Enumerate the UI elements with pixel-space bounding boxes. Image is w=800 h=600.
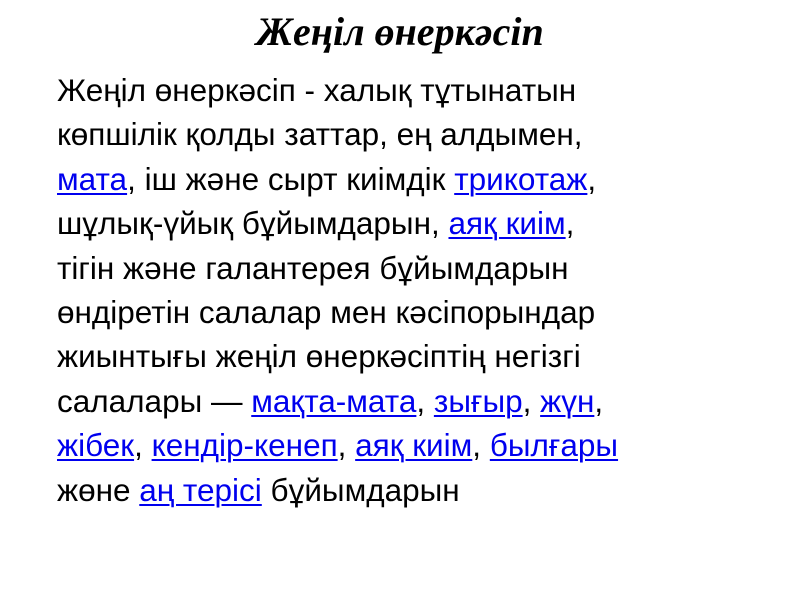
link-zhun[interactable]: жүн	[540, 382, 595, 419]
text-segment: шұлық-үйық бұйымдарын,	[57, 205, 449, 242]
text-line-9	[57, 423, 792, 467]
text-segment: Жеңіл өнеркәсіп - халық тұтынатын	[57, 72, 577, 108]
text-segment: ,	[522, 382, 541, 419]
link-zhibek[interactable]: жібек	[57, 427, 135, 464]
link-an-terisi[interactable]: аң терісі	[139, 471, 262, 508]
text-segment: тігін және галантерея бұйымдарын	[57, 249, 569, 286]
link-kendir-kenep[interactable]: кендір-кенеп	[151, 427, 338, 464]
text-line-6	[57, 290, 792, 334]
text-segment: ,	[565, 205, 575, 242]
text-segment: ,	[416, 382, 434, 419]
text-segment: салалары —	[57, 382, 252, 419]
text-line-8	[57, 379, 792, 423]
link-bylgary[interactable]: былғары	[489, 427, 619, 464]
link-zygyr[interactable]: зығыр	[433, 382, 523, 419]
link-ayaq-kiim-2[interactable]: аяқ киім	[355, 427, 473, 464]
text-segment: , іш және сырт киімдік	[127, 160, 455, 197]
body-paragraph	[57, 68, 792, 512]
text-segment: жиынтығы жеңіл өнеркәсіптің негізгі	[57, 338, 581, 375]
text-segment: ,	[134, 427, 152, 464]
link-maqta-mata[interactable]: мақта-мата	[251, 382, 417, 419]
text-line-7	[57, 334, 792, 378]
text-segment: ,	[472, 427, 490, 464]
text-segment: көпшілік қолды заттар, ең алдымен,	[57, 116, 583, 153]
text-line-4	[57, 201, 792, 245]
text-segment: ,	[337, 427, 356, 464]
link-trikotazh[interactable]: трикотаж	[454, 160, 588, 197]
text-segment: ,	[594, 382, 604, 419]
text-line-1	[57, 68, 792, 112]
text-segment: ,	[587, 160, 597, 197]
text-segment: жөне	[57, 471, 140, 508]
text-segment: өндіретін салалар мен кәсіпорындар	[57, 293, 596, 330]
link-mata[interactable]: мата	[57, 160, 128, 197]
link-ayaq-kiim[interactable]: аяқ киім	[448, 205, 566, 242]
text-line-10	[57, 468, 792, 512]
text-line-2	[57, 112, 792, 156]
text-line-5	[57, 246, 792, 290]
text-line-3	[57, 157, 792, 201]
slide-title: Жеңіл өнеркәсіп	[256, 9, 544, 54]
text-segment: бұйымдарын	[261, 471, 460, 508]
